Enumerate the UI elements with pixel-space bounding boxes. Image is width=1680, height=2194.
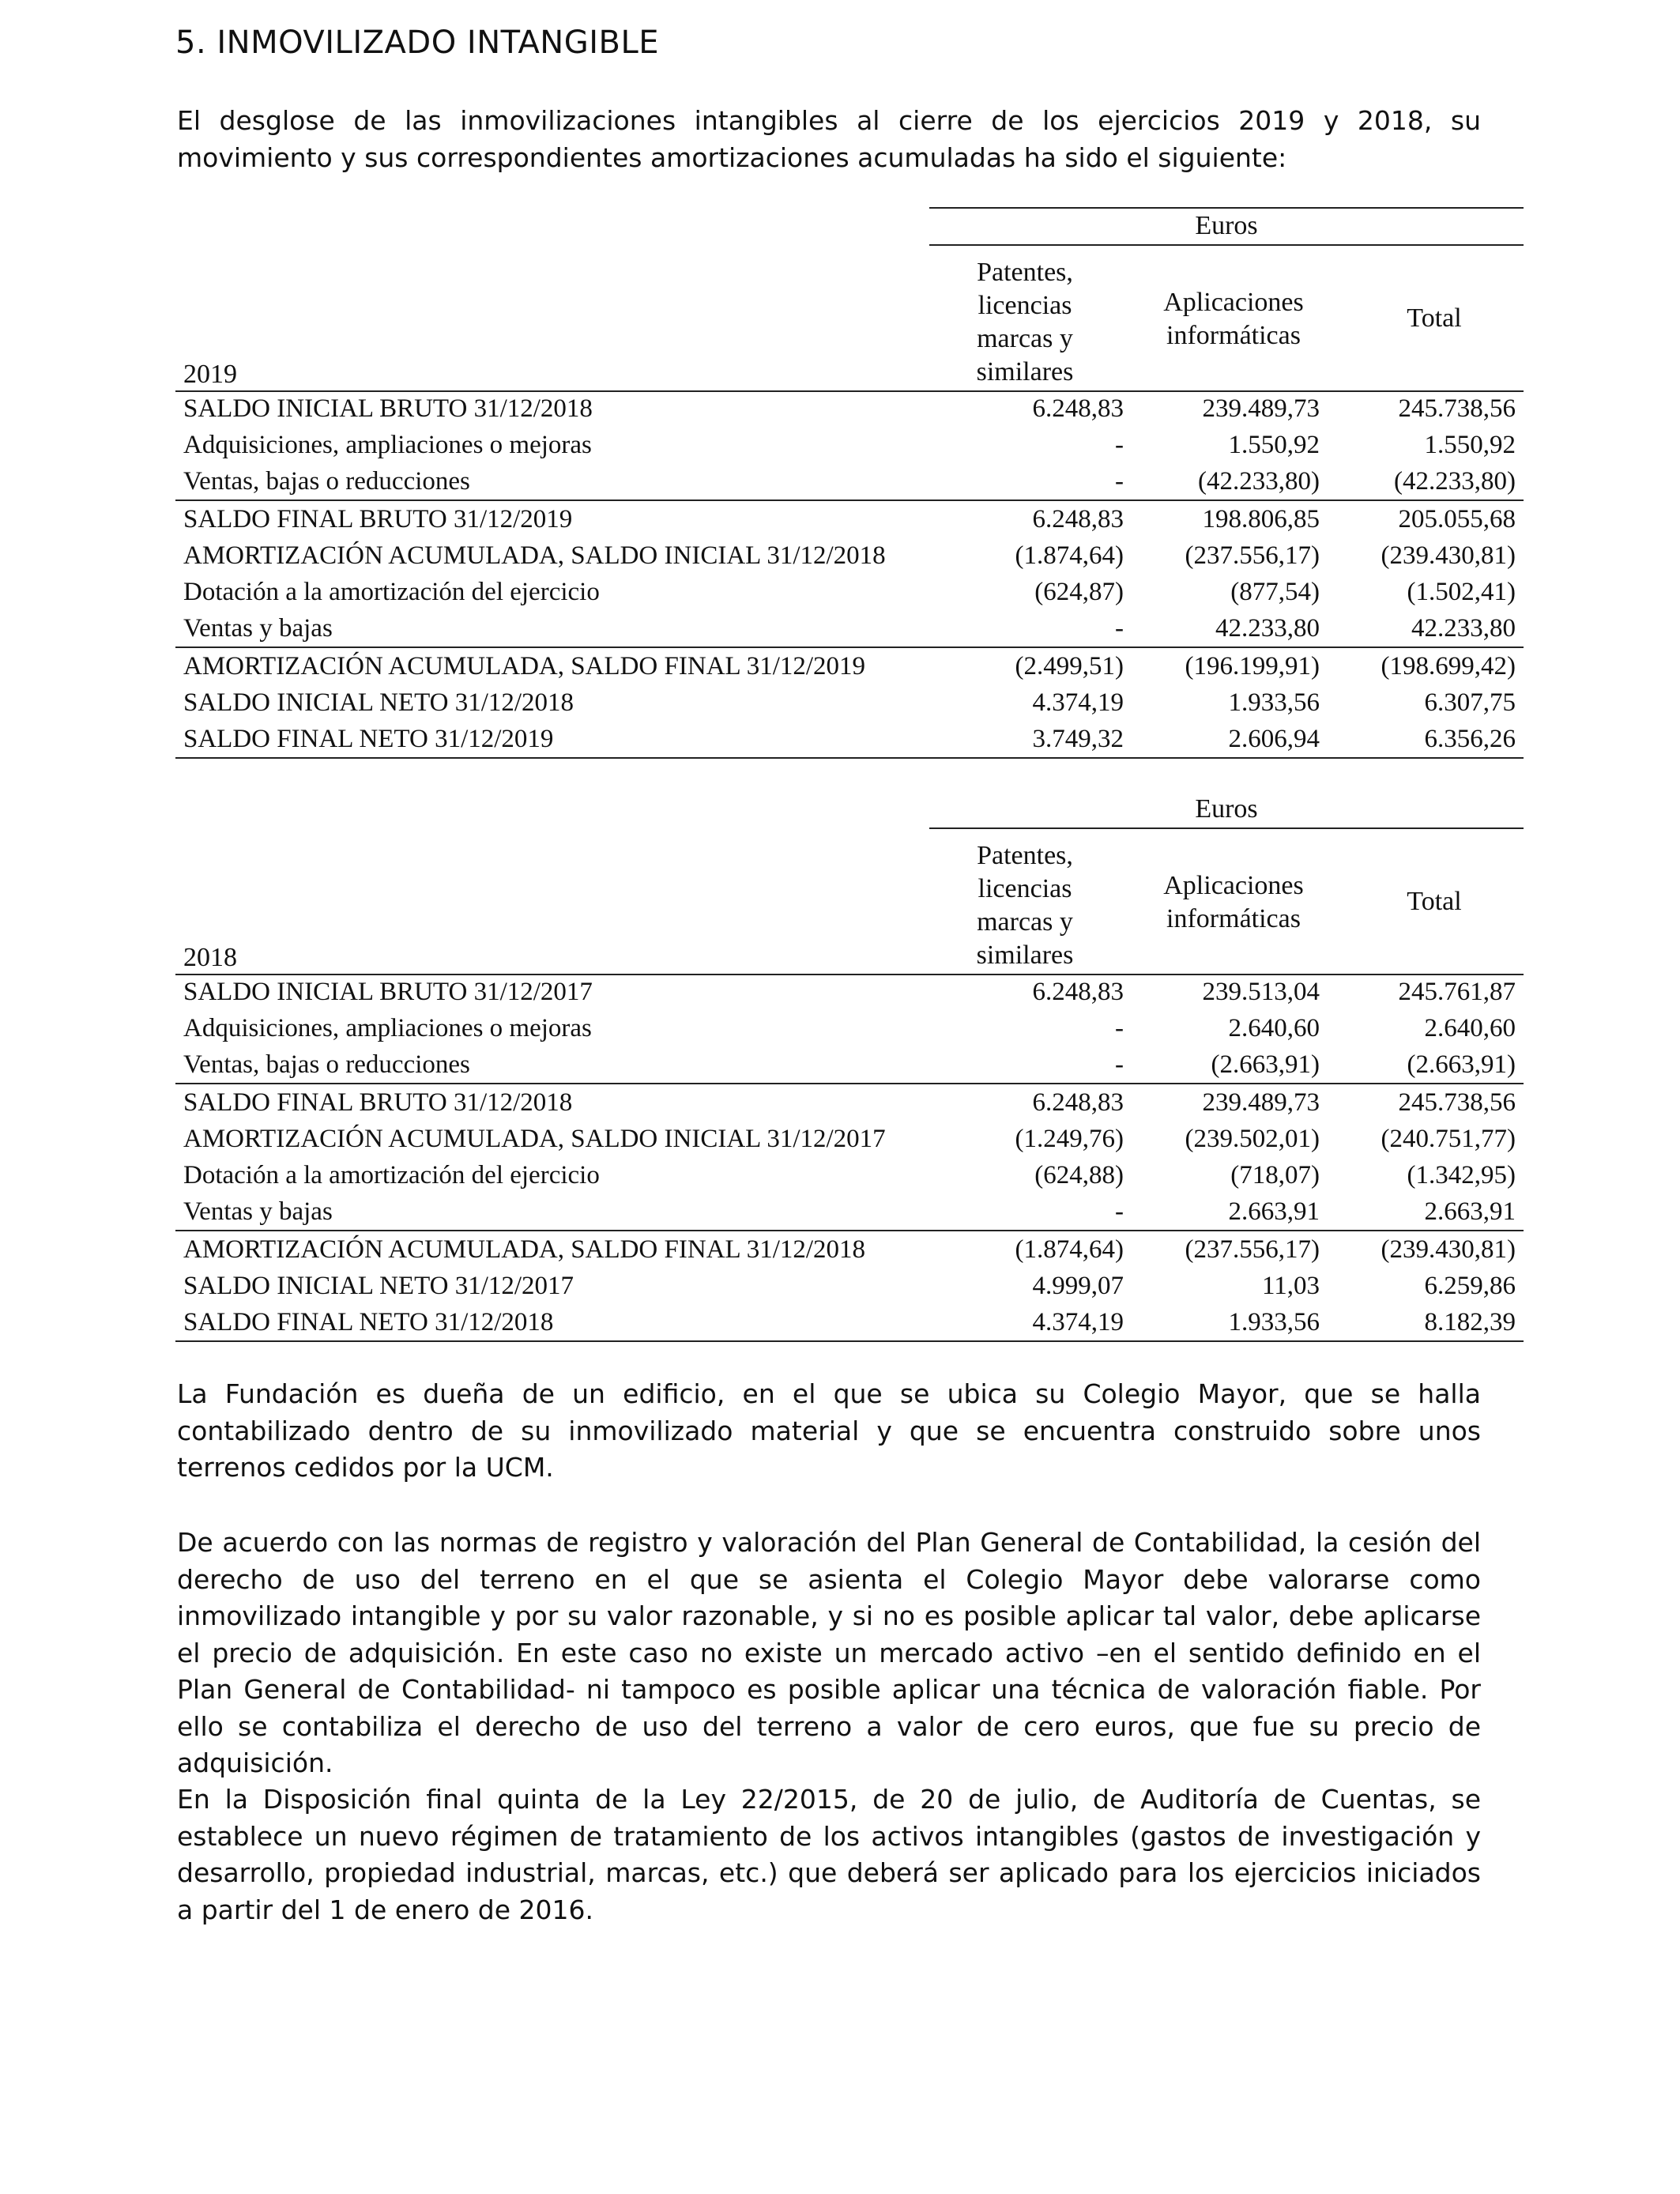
- value-patentes: -: [1115, 1014, 1124, 1042]
- value-patentes: 4.374,19: [1032, 688, 1124, 717]
- paragraph-normas-registro: De acuerdo con las normas de registro y valoración del Plan General de Contabilidad, la cesión del derecho de uso del terreno en el que se asienta el Colegio Mayor debe valorarse como inmovilizado intangible y por su valor razonable, y si no es posible aplicar tal valor, debe aplicarse el precio de adquisición. En este caso no existe un mercado activo –en el sentido definido en el Plan General de Contabilidad- ni tampoco es posible aplicar una técnica de valoración fiable. Por ello se contabiliza el derecho de uso del terreno a valor de cero euros, que fue su precio de adquisición.: [177, 1527, 1481, 1778]
- value-patentes: 6.248,83: [1032, 1088, 1124, 1117]
- value-total: 205.055,68: [1398, 505, 1516, 533]
- value-total: (2.663,91): [1407, 1050, 1516, 1079]
- header-rule: [929, 827, 1524, 829]
- table-row: [175, 1121, 1524, 1157]
- table-row: [175, 1046, 1524, 1083]
- row-label: Ventas y bajas: [183, 614, 333, 643]
- section-title: 5. INMOVILIZADO INTANGIBLE: [175, 25, 660, 61]
- value-patentes: -: [1115, 1197, 1124, 1226]
- value-total: 6.356,26: [1424, 725, 1516, 753]
- value-patentes: 6.248,83: [1032, 505, 1124, 533]
- table-row: [175, 1268, 1524, 1304]
- column-header-aplicaciones: Aplicaciones informáticas: [1163, 288, 1304, 350]
- table-row: [175, 610, 1524, 647]
- table-row: [175, 1304, 1524, 1342]
- value-total: 245.761,87: [1398, 978, 1516, 1006]
- header-rule: [929, 207, 1524, 209]
- table-2019: [175, 207, 1524, 759]
- value-total: (240.751,77): [1381, 1125, 1516, 1153]
- table-row: [175, 647, 1524, 684]
- value-total: 6.259,86: [1424, 1272, 1516, 1300]
- row-label: SALDO INICIAL NETO 31/12/2018: [183, 688, 574, 717]
- row-label: AMORTIZACIÓN ACUMULADA, SALDO INICIAL 31/12/2018: [183, 541, 886, 570]
- table-row: [175, 974, 1524, 1010]
- table-year: 2019: [183, 360, 237, 389]
- value-patentes: -: [1115, 467, 1124, 496]
- column-header-aplicaciones: Aplicaciones informáticas: [1163, 871, 1304, 933]
- value-total: (42.233,80): [1394, 467, 1516, 496]
- value-aplicaciones: 42.233,80: [1215, 614, 1320, 643]
- value-patentes: 6.248,83: [1032, 978, 1124, 1006]
- currency-label: Euros: [1195, 211, 1258, 240]
- table-row: [175, 463, 1524, 499]
- row-label: AMORTIZACIÓN ACUMULADA, SALDO FINAL 31/12/2019: [183, 652, 866, 680]
- value-aplicaciones: (237.556,17): [1185, 1235, 1320, 1264]
- value-aplicaciones: 239.489,73: [1202, 1088, 1320, 1117]
- value-patentes: -: [1115, 431, 1124, 459]
- table-row: [175, 390, 1524, 427]
- value-patentes: -: [1115, 614, 1124, 643]
- value-aplicaciones: 2.663,91: [1228, 1197, 1320, 1226]
- value-patentes: 4.999,07: [1032, 1272, 1124, 1300]
- value-total: 245.738,56: [1398, 394, 1516, 423]
- intro-paragraph: El desglose de las inmovilizaciones intangibles al cierre de los ejercicios 2019 y 2018, su movimiento y sus correspondientes amortizaciones acumuladas ha sido el siguiente:: [177, 105, 1481, 173]
- value-total: (239.430,81): [1381, 1235, 1516, 1264]
- table-row: [175, 684, 1524, 721]
- value-total: (239.430,81): [1381, 541, 1516, 570]
- row-label: SALDO INICIAL NETO 31/12/2017: [183, 1272, 574, 1300]
- value-total: 2.640,60: [1424, 1014, 1516, 1042]
- value-aplicaciones: 1.933,56: [1228, 1308, 1320, 1336]
- value-aplicaciones: 11,03: [1261, 1272, 1320, 1300]
- row-label: SALDO FINAL BRUTO 31/12/2019: [183, 505, 573, 533]
- value-aplicaciones: (237.556,17): [1185, 541, 1320, 570]
- paragraph-disposicion-final: En la Disposición final quinta de la Ley 22/2015, de 20 de julio, de Auditoría de Cuentas, se establece un nuevo régimen de tratamiento de los activos intangibles (gastos de investigación y desarrollo, propiedad industrial, marcas, etc.) que deberá ser aplicado para los ejercicios iniciados a partir del 1 de enero de 2016.: [177, 1784, 1481, 1925]
- value-total: (1.342,95): [1407, 1161, 1516, 1189]
- table-row: [175, 1193, 1524, 1230]
- table-year: 2018: [183, 943, 237, 972]
- row-label: Adquisiciones, ampliaciones o mejoras: [183, 431, 592, 459]
- row-label: Ventas y bajas: [183, 1197, 333, 1226]
- table-body: [175, 974, 1524, 1342]
- column-header-patentes: Patentes, licencias marcas y similares: [976, 258, 1074, 386]
- value-patentes: (1.874,64): [1015, 541, 1124, 570]
- table-row: [175, 537, 1524, 574]
- value-total: 2.663,91: [1424, 1197, 1516, 1226]
- table-header: [175, 790, 1524, 974]
- value-total: (198.699,42): [1381, 652, 1516, 680]
- row-label: AMORTIZACIÓN ACUMULADA, SALDO INICIAL 31/12/2017: [183, 1125, 886, 1153]
- column-header-patentes: Patentes, licencias marcas y similares: [976, 841, 1074, 970]
- row-label: Ventas, bajas o reducciones: [183, 1050, 470, 1079]
- table-row: [175, 499, 1524, 537]
- value-total: 8.182,39: [1424, 1308, 1516, 1336]
- row-label: SALDO FINAL BRUTO 31/12/2018: [183, 1088, 573, 1117]
- value-aplicaciones: (239.502,01): [1185, 1125, 1320, 1153]
- row-label: Dotación a la amortización del ejercicio: [183, 578, 600, 606]
- value-total: 6.307,75: [1424, 688, 1516, 717]
- value-aplicaciones: 1.550,92: [1228, 431, 1320, 459]
- table-row: [175, 1230, 1524, 1268]
- column-header-total: Total: [1407, 303, 1462, 333]
- value-aplicaciones: (877,54): [1230, 578, 1320, 606]
- table-row: [175, 1157, 1524, 1193]
- value-total: 245.738,56: [1398, 1088, 1516, 1117]
- row-label: Ventas, bajas o reducciones: [183, 467, 470, 496]
- table-row: [175, 721, 1524, 759]
- column-header-total: Total: [1407, 887, 1462, 916]
- value-patentes: (1.249,76): [1015, 1125, 1124, 1153]
- value-patentes: (2.499,51): [1015, 652, 1124, 680]
- table-row: [175, 427, 1524, 463]
- row-label: SALDO FINAL NETO 31/12/2018: [183, 1308, 554, 1336]
- value-patentes: (624,87): [1034, 578, 1124, 606]
- value-patentes: 4.374,19: [1032, 1308, 1124, 1336]
- value-aplicaciones: (42.233,80): [1198, 467, 1320, 496]
- table-body: [175, 390, 1524, 759]
- value-aplicaciones: 1.933,56: [1228, 688, 1320, 717]
- value-patentes: -: [1115, 1050, 1124, 1079]
- currency-label: Euros: [1195, 794, 1258, 824]
- value-aplicaciones: 2.606,94: [1228, 725, 1320, 753]
- table-row: [175, 574, 1524, 610]
- value-aplicaciones: 239.489,73: [1202, 394, 1320, 423]
- value-aplicaciones: 198.806,85: [1202, 505, 1320, 533]
- value-patentes: 3.749,32: [1032, 725, 1124, 753]
- row-label: SALDO FINAL NETO 31/12/2019: [183, 725, 554, 753]
- row-label: SALDO INICIAL BRUTO 31/12/2018: [183, 394, 593, 423]
- value-aplicaciones: (196.199,91): [1185, 652, 1320, 680]
- value-patentes: 6.248,83: [1032, 394, 1124, 423]
- value-total: 42.233,80: [1411, 614, 1516, 643]
- row-label: Adquisiciones, ampliaciones o mejoras: [183, 1014, 592, 1042]
- value-total: (1.502,41): [1407, 578, 1516, 606]
- table-row: [175, 1083, 1524, 1121]
- row-label: AMORTIZACIÓN ACUMULADA, SALDO FINAL 31/12/2018: [183, 1235, 866, 1264]
- value-aplicaciones: (718,07): [1230, 1161, 1320, 1189]
- value-patentes: (624,88): [1034, 1161, 1124, 1189]
- row-label: Dotación a la amortización del ejercicio: [183, 1161, 600, 1189]
- value-total: 1.550,92: [1424, 431, 1516, 459]
- table-2018: [175, 790, 1524, 1342]
- value-aplicaciones: (2.663,91): [1211, 1050, 1320, 1079]
- value-patentes: (1.874,64): [1015, 1235, 1124, 1264]
- row-label: SALDO INICIAL BRUTO 31/12/2017: [183, 978, 593, 1006]
- value-aplicaciones: 239.513,04: [1202, 978, 1320, 1006]
- table-header: [175, 207, 1524, 390]
- paragraph-edificio: La Fundación es dueña de un edificio, en el que se ubica su Colegio Mayor, que se halla contabilizado dentro de su inmovilizado material y que se encuentra construido sobre unos terrenos cedidos por la UCM.: [177, 1378, 1481, 1483]
- value-aplicaciones: 2.640,60: [1228, 1014, 1320, 1042]
- table-row: [175, 1010, 1524, 1046]
- header-rule: [929, 244, 1524, 246]
